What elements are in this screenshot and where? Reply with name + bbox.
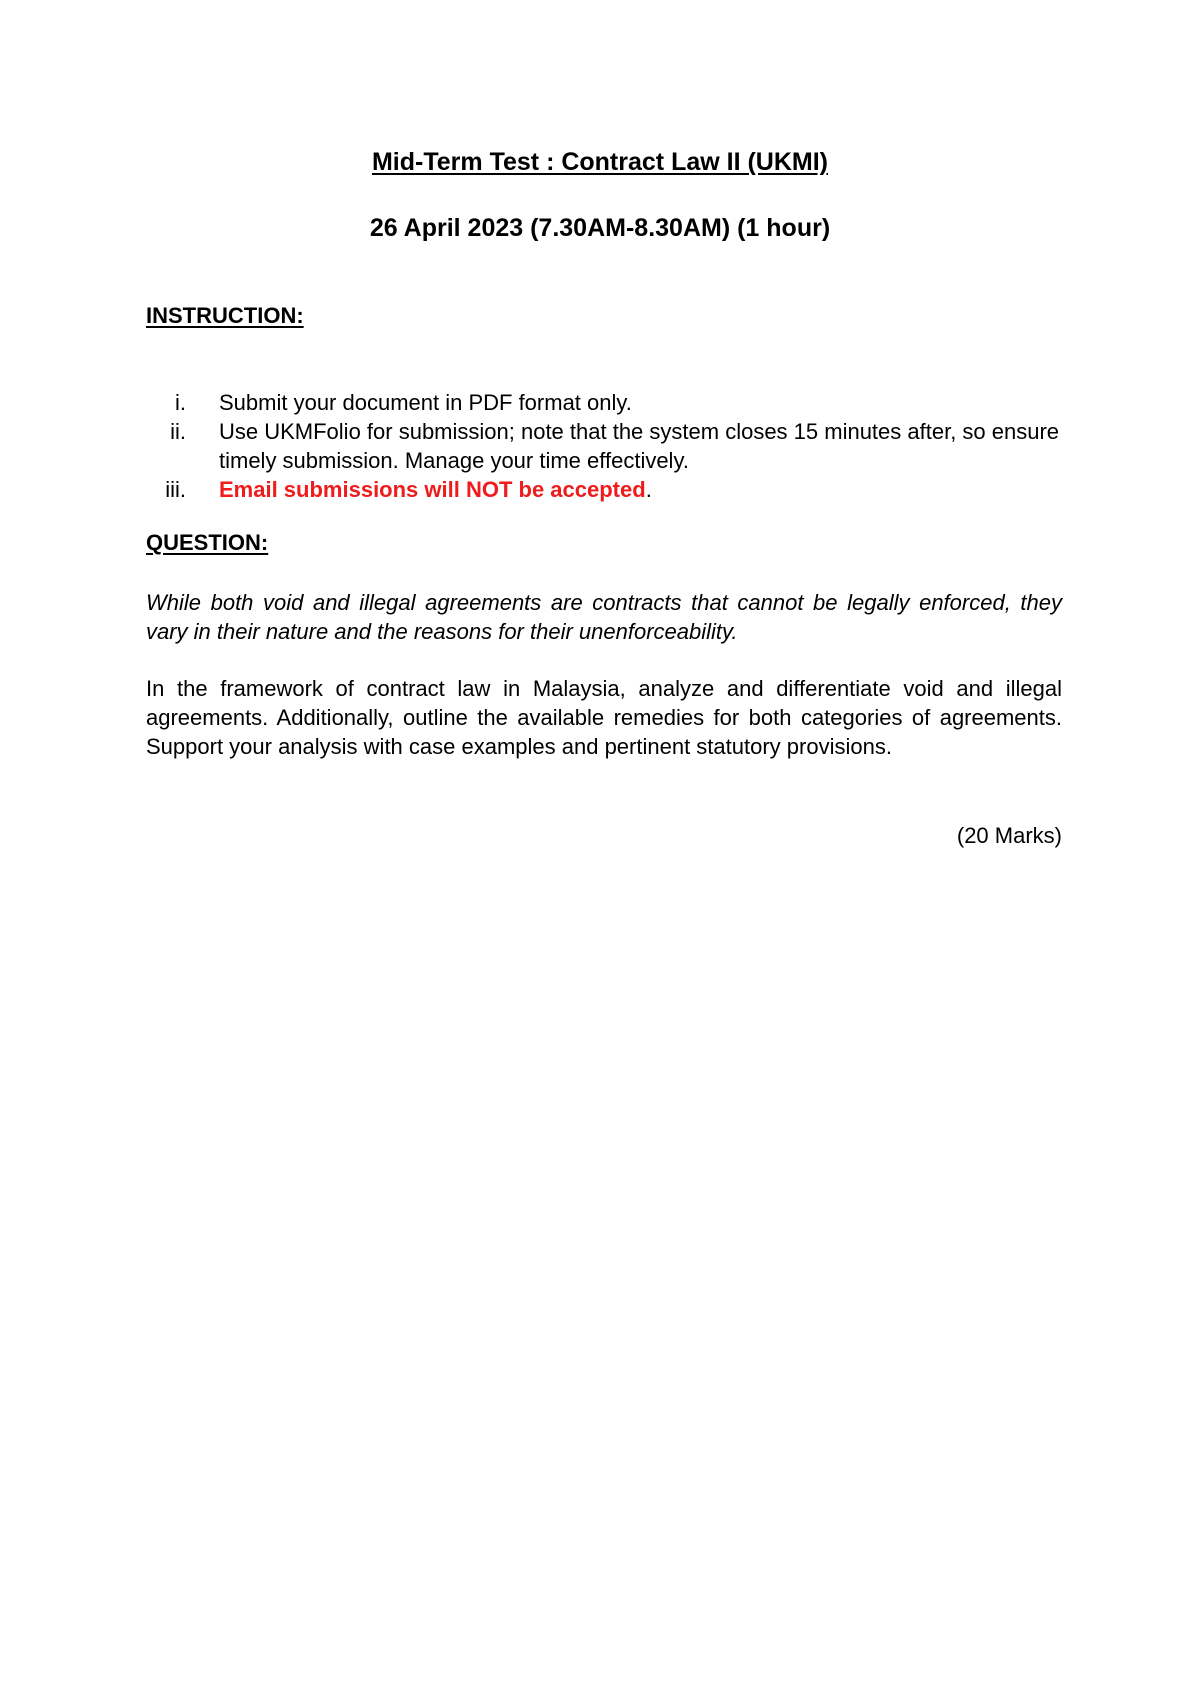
question-intro: While both void and illegal agreements are contracts that cannot be legally enforced, they vary in their nature and the reasons for their unenforceability. [146, 590, 1062, 644]
instruction-numeral: iii. [165, 477, 186, 502]
test-title: Mid-Term Test : Contract Law II (UKMI) [371, 148, 829, 176]
instruction-heading: INSTRUCTION: [146, 303, 304, 328]
question-body: In the framework of contract law in Malaysia, analyze and differentiate void and illegal agreements. Additionally, outline the available remedies for both categories of agreements. Support your analysis with case examples and pertinent statutory provisions. [146, 676, 1062, 759]
test-date-time: 26 April 2023 (7.30AM-8.30AM) (1 hour) [369, 214, 831, 242]
instruction-text: Use UKMFolio for submission; note that the system closes 15 minutes after, so ensure timely submission. Manage your time effectively. [219, 419, 1060, 473]
email-warning: Email submissions will NOT be accepted [219, 477, 646, 502]
instruction-list [146, 388, 1062, 504]
instruction-item-3 [146, 475, 1062, 504]
instruction-numeral: i. [175, 390, 186, 415]
question-heading: QUESTION: [146, 530, 269, 555]
instruction-item-1 [146, 388, 1062, 417]
instruction-text: Submit your document in PDF format only. [219, 390, 632, 415]
instruction-numeral: ii. [170, 419, 186, 444]
email-warning-period: . [645, 477, 652, 502]
question-marks: (20 Marks) [956, 823, 1062, 848]
instruction-item-2 [146, 417, 1062, 475]
instruction-text [219, 475, 1062, 504]
